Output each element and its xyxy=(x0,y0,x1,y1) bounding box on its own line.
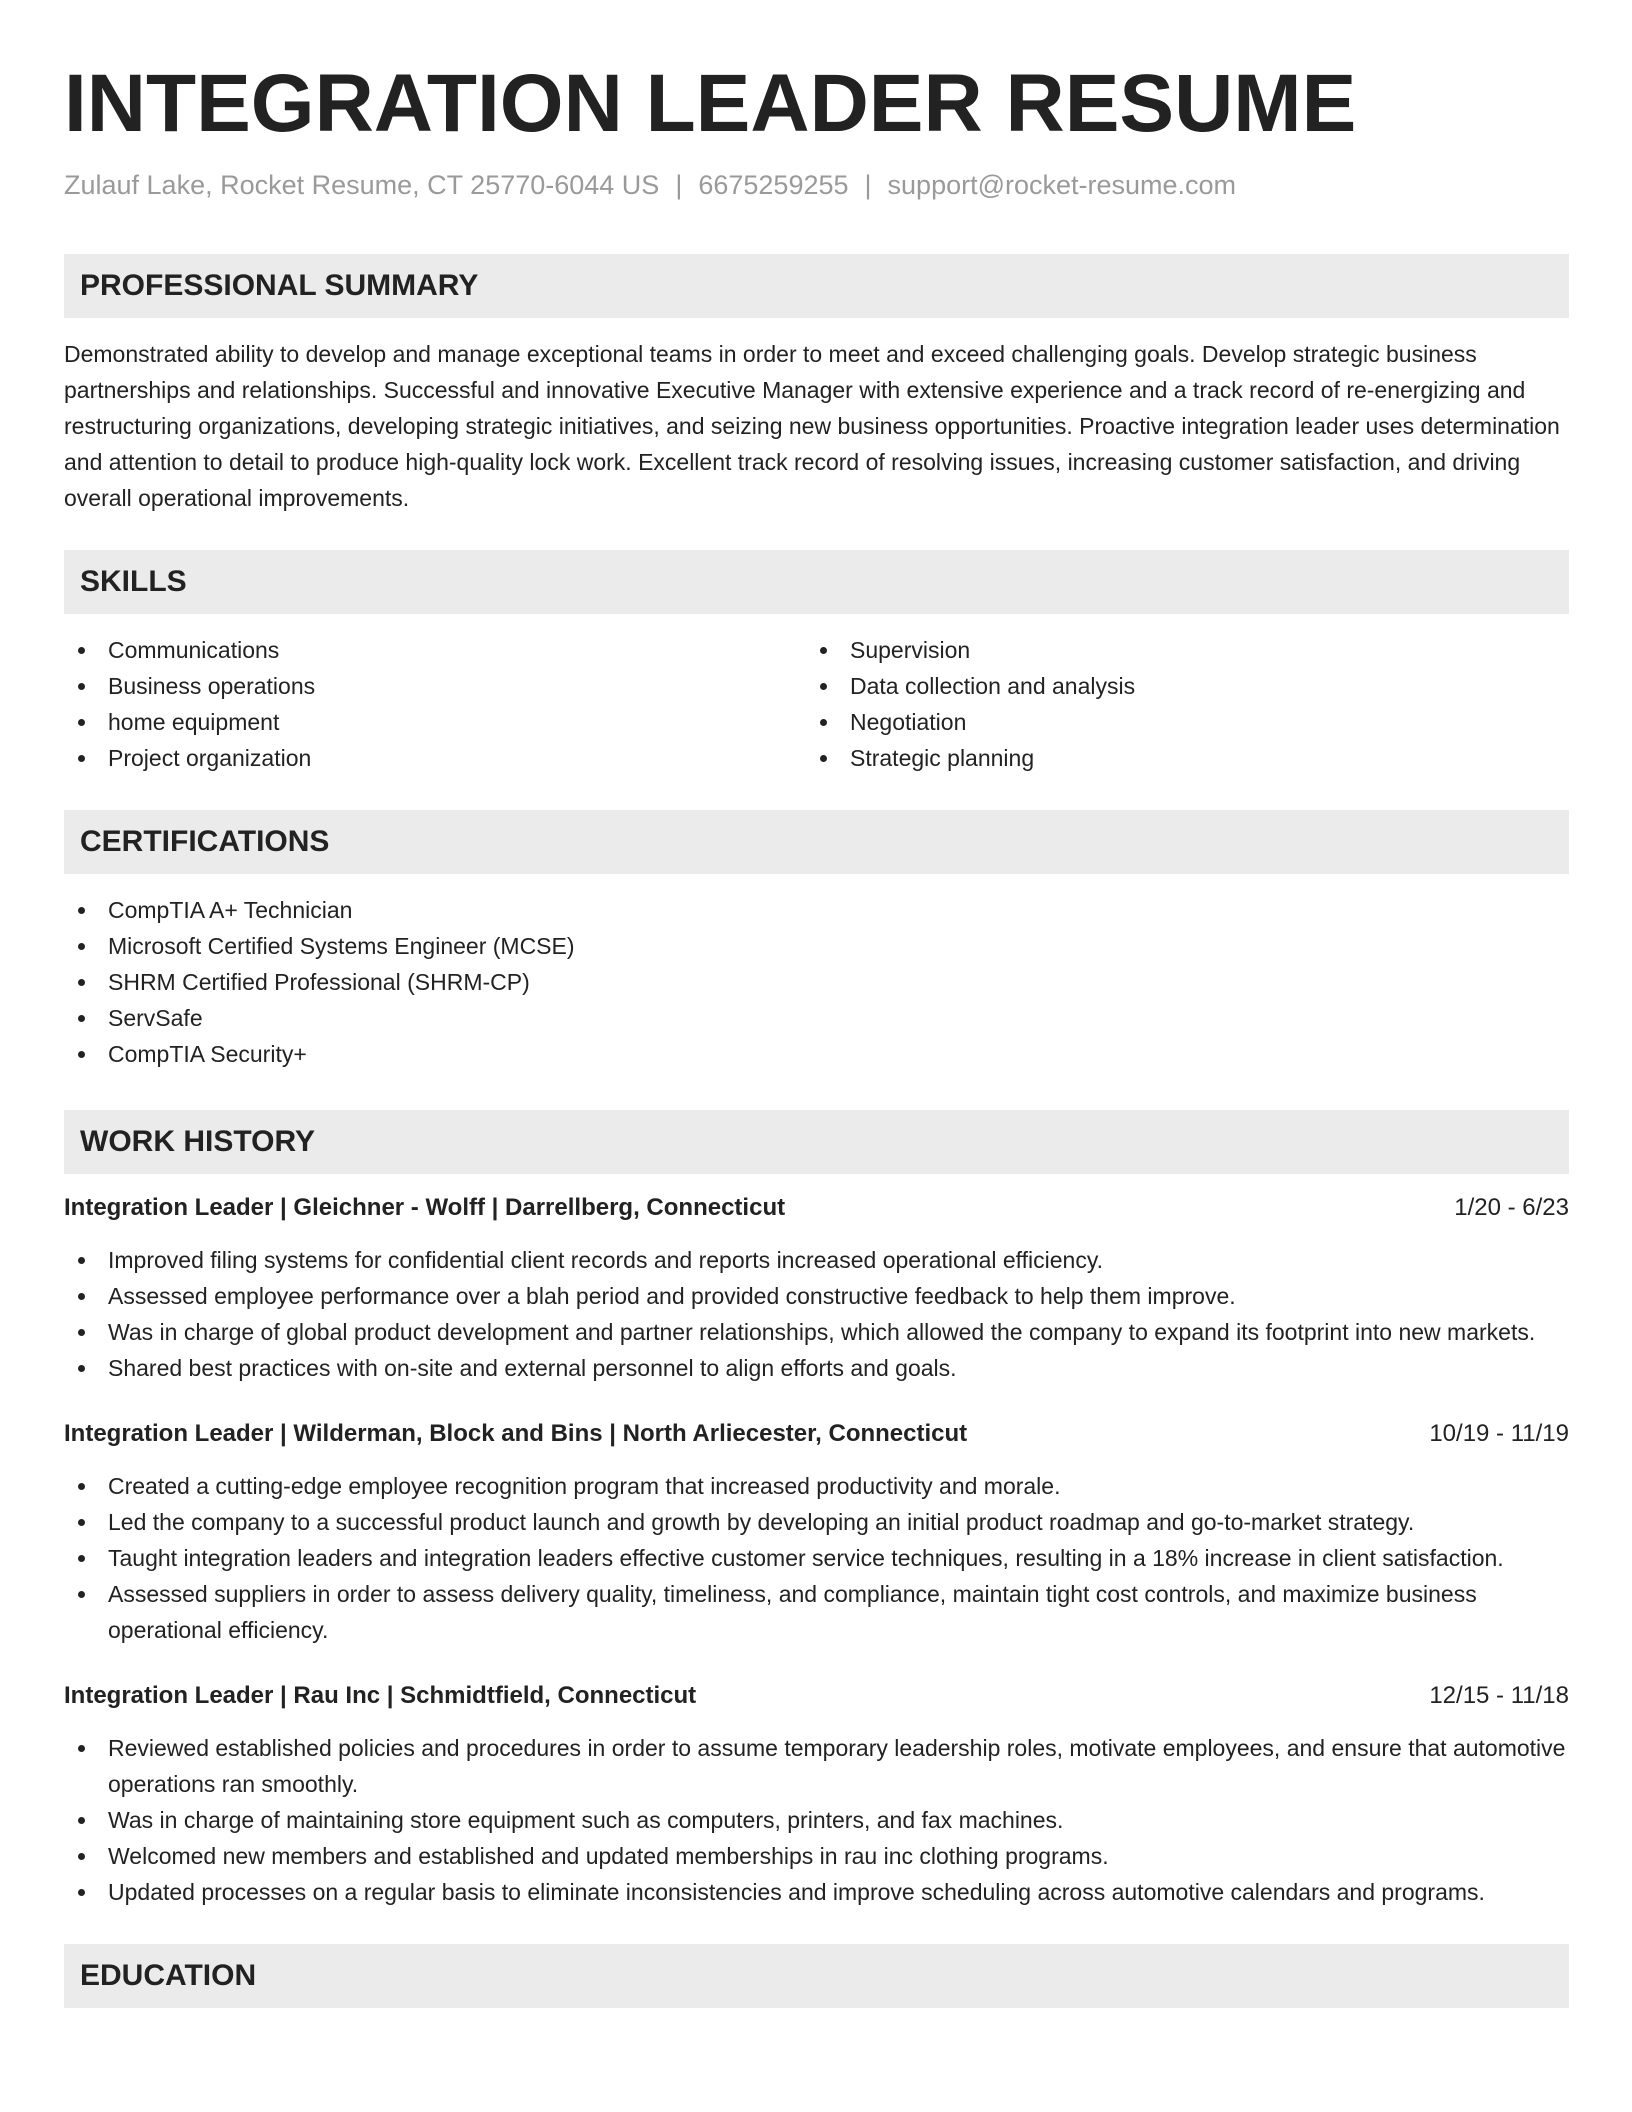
resume-page xyxy=(64,56,1569,2008)
job-entry xyxy=(64,1416,1569,1648)
skill-item: Supervision xyxy=(806,632,1548,668)
job-bullet: Taught integration leaders and integration leaders effective customer service techniques, resulting in a 18% increase in client satisfaction. xyxy=(64,1540,1569,1576)
job-bullet: Was in charge of global product development and partner relationships, which allowed the company to expand its footprint into new markets. xyxy=(64,1314,1569,1350)
job-title: Integration Leader | Gleichner - Wolff | Darrellberg, Connecticut xyxy=(64,1194,786,1221)
section-heading-work-history: WORK HISTORY xyxy=(64,1110,1569,1174)
contact-phone: 6675259255 xyxy=(698,170,849,200)
job-bullet: Led the company to a successful product launch and growth by developing an initial product roadmap and go-to-market strategy. xyxy=(64,1504,1569,1540)
contact-address: Zulauf Lake, Rocket Resume, CT 25770-6044 US xyxy=(64,170,660,200)
job-bullet: Updated processes on a regular basis to eliminate inconsistencies and improve scheduling across automotive calendars and programs. xyxy=(64,1874,1569,1910)
job-bullets xyxy=(64,1468,1569,1648)
section-heading-certifications: CERTIFICATIONS xyxy=(64,810,1569,874)
job-bullet: Reviewed established policies and procedures in order to assume temporary leadership roles, motivate employees, and ensure that automotive operations ran smoothly. xyxy=(64,1730,1569,1802)
job-bullet: Improved filing systems for confidential client records and reports increased operational efficiency. xyxy=(64,1242,1569,1278)
contact-email: support@rocket-resume.com xyxy=(887,170,1237,200)
job-dates: 12/15 - 11/18 xyxy=(1429,1682,1569,1709)
section-heading-skills: SKILLS xyxy=(64,550,1569,614)
skills-section xyxy=(64,550,1569,776)
job-bullets xyxy=(64,1242,1569,1386)
job-dates: 10/19 - 11/19 xyxy=(1429,1420,1569,1447)
skill-item: Data collection and analysis xyxy=(806,668,1548,704)
skills-list-left xyxy=(64,632,806,776)
summary-text: Demonstrated ability to develop and manage exceptional teams in order to meet and exceed challenging goals. Develop strategic business partnerships and relationships. Successful and innovative Executive Manager with extensive experience and a track record of re-energizing and restructuring organizations, developing strategic initiatives, and seizing new business opportunities. Proactive integration leader uses determination and attention to detail to produce high-quality lock work. Excellent track record of resolving issues, increasing customer satisfaction, and driving overall operational improvements. xyxy=(64,341,1560,511)
contact-separator: | xyxy=(675,170,683,200)
job-header xyxy=(64,1190,1569,1226)
skill-item: Project organization xyxy=(64,740,806,776)
job-bullet: Assessed suppliers in order to assess delivery quality, timeliness, and compliance, maintain tight cost controls, and maximize business operational efficiency. xyxy=(64,1576,1569,1648)
certification-item: CompTIA A+ Technician xyxy=(64,892,1569,928)
section-heading-summary: PROFESSIONAL SUMMARY xyxy=(64,254,1569,318)
skills-grid xyxy=(64,632,1569,776)
certifications-list xyxy=(64,892,1569,1072)
job-dates: 1/20 - 6/23 xyxy=(1454,1194,1569,1221)
resume-title: INTEGRATION LEADER RESUME xyxy=(64,58,1357,149)
certification-item: Microsoft Certified Systems Engineer (MCSE) xyxy=(64,928,1569,964)
job-header xyxy=(64,1416,1569,1452)
skill-item: Communications xyxy=(64,632,806,668)
contact-line xyxy=(64,168,1569,202)
summary-section xyxy=(64,254,1569,516)
job-bullets xyxy=(64,1730,1569,1910)
skill-item: Negotiation xyxy=(806,704,1548,740)
work-history-section xyxy=(64,1110,1569,1910)
job-entry xyxy=(64,1190,1569,1386)
contact-separator: | xyxy=(864,170,872,200)
section-heading-education: EDUCATION xyxy=(64,1944,1569,2008)
job-bullet: Was in charge of maintaining store equipment such as computers, printers, and fax machines. xyxy=(64,1802,1569,1838)
job-header xyxy=(64,1678,1569,1714)
job-title: Integration Leader | Wilderman, Block and Bins | North Arliecester, Connecticut xyxy=(64,1420,968,1447)
certification-item: SHRM Certified Professional (SHRM-CP) xyxy=(64,964,1569,1000)
certifications-section xyxy=(64,810,1569,1072)
job-bullet: Shared best practices with on-site and external personnel to align efforts and goals. xyxy=(64,1350,1569,1386)
skill-item: Business operations xyxy=(64,668,806,704)
job-title: Integration Leader | Rau Inc | Schmidtfield, Connecticut xyxy=(64,1682,697,1709)
education-section xyxy=(64,1944,1569,2008)
job-entry xyxy=(64,1678,1569,1910)
skill-item: Strategic planning xyxy=(806,740,1548,776)
job-bullet: Assessed employee performance over a blah period and provided constructive feedback to help them improve. xyxy=(64,1278,1569,1314)
certification-item: CompTIA Security+ xyxy=(64,1036,1569,1072)
job-bullet: Created a cutting-edge employee recognition program that increased productivity and morale. xyxy=(64,1468,1569,1504)
skills-list-right xyxy=(806,632,1548,776)
certification-item: ServSafe xyxy=(64,1000,1569,1036)
skill-item: home equipment xyxy=(64,704,806,740)
job-bullet: Welcomed new members and established and updated memberships in rau inc clothing programs. xyxy=(64,1838,1569,1874)
